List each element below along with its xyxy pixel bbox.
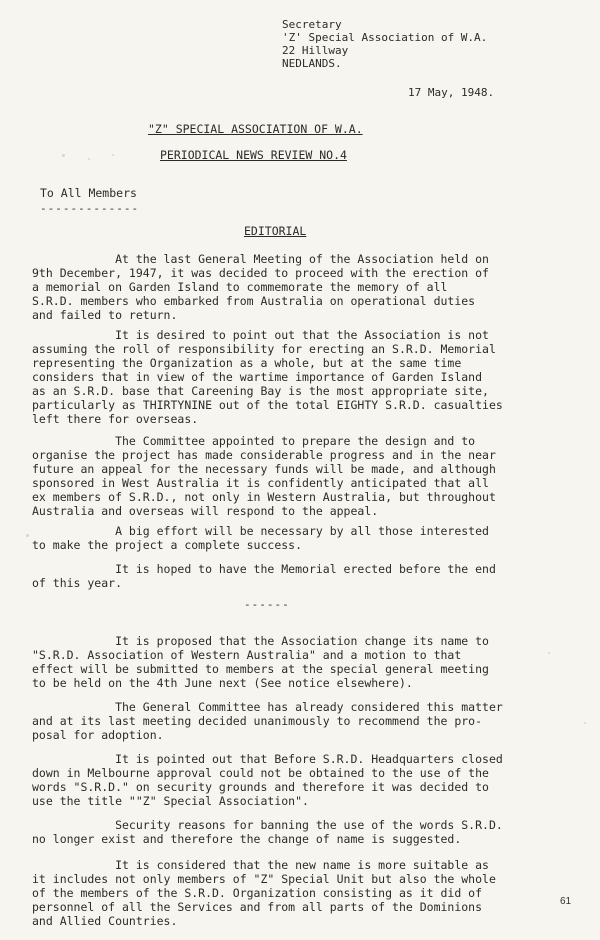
paragraph-headquarters — [32, 752, 562, 808]
text-line: The Committee appointed to prepare the design and to — [32, 434, 476, 448]
text-line: to make the project a complete success. — [32, 538, 303, 552]
paragraph-responsibility — [32, 328, 562, 426]
text-line: It is considered that the new name is more suitable as — [32, 858, 489, 872]
salutation-underline: ------------- — [40, 202, 140, 215]
text-line: Security reasons for banning the use of the words S.R.D. — [32, 818, 503, 832]
scan-speck — [584, 722, 586, 724]
text-line: A big effort will be necessary by all those interested — [32, 524, 489, 538]
text-line: words "S.R.D." on security grounds and therefore it was decided to — [32, 780, 489, 794]
text-line: and Allied Countries. — [32, 914, 178, 928]
text-line: as an S.R.D. base that Careening Bay is the most appropriate site, — [32, 384, 489, 398]
text-line: sponsored in West Australia it is confidently anticipated that all — [32, 476, 489, 490]
text-line: personnel of all the Services and from all parts of the Dominions — [32, 900, 483, 914]
text-line: representing the Organization as a whole, but at the same time — [32, 356, 462, 370]
text-line: future an appeal for the necessary funds will be made, and although — [32, 462, 496, 476]
text-line: 9th December, 1947, it was decided to proceed with the erection of — [32, 266, 489, 280]
text-line: ex members of S.R.D., not only in Western Australia, but throughout — [32, 490, 496, 504]
text-line: considers that in view of the wartime importance of Garden Island — [32, 370, 483, 384]
text-line: S.R.D. members who embarked from Australia on operational duties — [32, 294, 476, 308]
text-line: It is pointed out that Before S.R.D. Headquarters closed — [32, 752, 503, 766]
text-line: it includes not only members of "Z" Special Unit but also the whole — [32, 872, 496, 886]
text-line: posal for adoption. — [32, 728, 164, 742]
text-line: Australia and overseas will respond to the appeal. — [32, 504, 379, 518]
address-line: 'Z' Special Association of W.A. — [282, 31, 488, 44]
text-line: "S.R.D. Association of Western Australia" and a motion to that — [32, 648, 462, 662]
address-line: Secretary — [282, 18, 342, 31]
scan-speck — [548, 652, 550, 654]
text-line: It is proposed that the Association change its name to — [32, 634, 489, 648]
text-line: no longer exist and therefore the change of name is suggested. — [32, 832, 462, 846]
address-line: 22 Hillway — [282, 44, 349, 57]
review-title: PERIODICAL NEWS REVIEW NO.4 — [160, 148, 347, 162]
page-number: 61 — [560, 896, 572, 907]
scan-speck — [26, 534, 29, 537]
text-line: of this year. — [32, 576, 123, 590]
text-line: left there for overseas. — [32, 412, 199, 426]
paragraph-memorial — [32, 252, 562, 322]
text-line: of the members of the S.R.D. Organization consisting as it did of — [32, 886, 483, 900]
sender-address-block — [282, 18, 487, 70]
paragraph-general-committee — [32, 700, 562, 742]
letter-date: 17 May, 1948. — [408, 86, 495, 99]
scan-speck — [112, 154, 114, 156]
scan-speck — [88, 158, 90, 160]
section-divider: ------ — [244, 598, 290, 611]
text-line: and failed to return. — [32, 308, 178, 322]
text-line: to be held on the 4th June next (See notice elsewhere). — [32, 676, 413, 690]
editorial-heading: EDITORIAL — [244, 224, 307, 238]
text-line: organise the project has made considerable progress and in the near — [32, 448, 496, 462]
text-line: It is hoped to have the Memorial erected before the end — [32, 562, 496, 576]
text-line: At the last General Meeting of the Association held on — [32, 252, 489, 266]
text-line: The General Committee has already considered this matter — [32, 700, 503, 714]
text-line: a memorial on Garden Island to commemorate the memory of all — [32, 280, 448, 294]
scan-speck — [62, 154, 65, 157]
text-line: down in Melbourne approval could not be obtained to the use of the — [32, 766, 489, 780]
paragraph-committee — [32, 434, 562, 518]
address-line: NEDLANDS. — [282, 57, 342, 70]
text-line: use the title ""Z" Special Association". — [32, 794, 309, 808]
paragraph-hope — [32, 562, 562, 590]
paragraph-new-name — [32, 858, 562, 928]
text-line: particularly as THIRTYNINE out of the total EIGHTY S.R.D. casualties — [32, 398, 503, 412]
association-title: "Z" SPECIAL ASSOCIATION OF W.A. — [148, 122, 363, 136]
paragraph-security — [32, 818, 562, 846]
text-line: effect will be submitted to members at the special general meeting — [32, 662, 489, 676]
paragraph-effort — [32, 524, 562, 552]
salutation: To All Members — [40, 186, 137, 200]
text-line: assuming the roll of responsibility for erecting an S.R.D. Memorial — [32, 342, 496, 356]
text-line: It is desired to point out that the Association is not — [32, 328, 489, 342]
paragraph-name-change — [32, 634, 562, 690]
text-line: and at its last meeting decided unanimously to recommend the pro- — [32, 714, 483, 728]
